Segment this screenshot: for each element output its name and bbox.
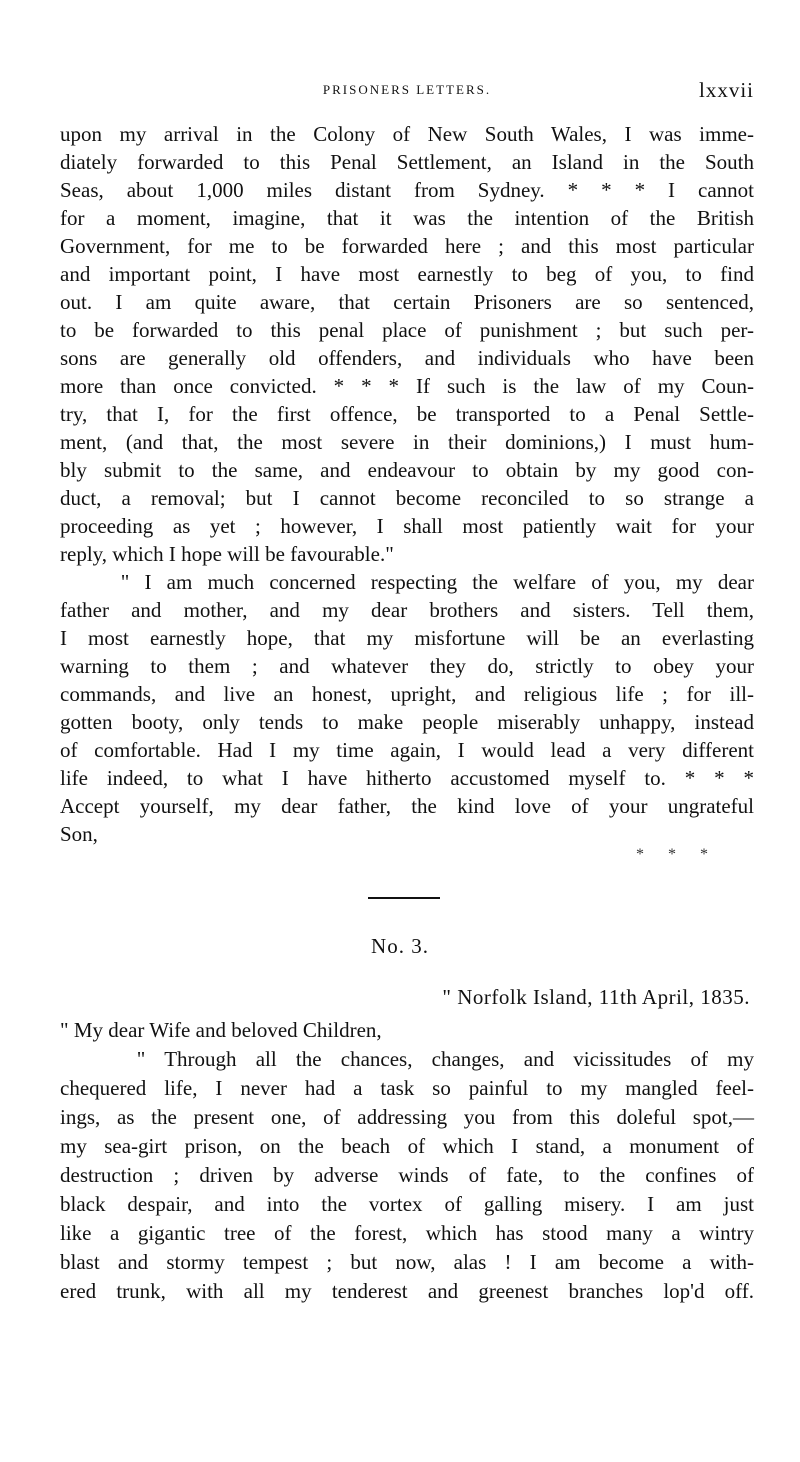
text-line: ings, as the present one, of addressing you from this doleful spot,— xyxy=(60,1105,754,1129)
letter-continuation xyxy=(60,120,754,848)
text-line: I most earnestly hope, that my misfortune will be an everlasting xyxy=(60,626,754,650)
text-line: blast and stormy tempest ; but now, alas ! I am become a with- xyxy=(60,1250,754,1274)
text-line: black despair, and into the vortex of galling misery. I am just xyxy=(60,1192,754,1216)
text-line: to be forwarded to this penal place of punishment ; but such per- xyxy=(60,318,754,342)
text-line: Accept yourself, my dear father, the kind love of your ungrateful xyxy=(60,794,754,818)
closing-asterisks: * * * xyxy=(636,846,718,863)
text-line: " Through all the chances, changes, and vicissitudes of my xyxy=(60,1047,754,1071)
letter-dateline: " Norfolk Island, 11th April, 1835. xyxy=(442,985,750,1009)
text-line: for a moment, imagine, that it was the intention of the British xyxy=(60,206,754,230)
running-head xyxy=(60,78,754,104)
text-line: father and mother, and my dear brothers and sisters. Tell them, xyxy=(60,598,754,622)
section-divider xyxy=(368,897,440,899)
text-line: sons are generally old offenders, and individuals who have been xyxy=(60,346,754,370)
running-title: PRISONERS LETTERS. xyxy=(322,82,492,97)
text-line: reply, which I hope will be favourable." xyxy=(60,542,394,566)
text-line: bly submit to the same, and endeavour to obtain by my good con- xyxy=(60,458,754,482)
text-line: Government, for me to be forwarded here ; and this most particular xyxy=(60,234,754,258)
text-line: proceeding as yet ; however, I shall most patiently wait for your xyxy=(60,514,754,538)
text-line: ered trunk, with all my tenderest and greenest branches lop'd off. xyxy=(60,1279,754,1303)
text-line: diately forwarded to this Penal Settlement, an Island in the South xyxy=(60,150,754,174)
text-line: gotten booty, only tends to make people miserably unhappy, instead xyxy=(60,710,754,734)
letter-number-heading: No. 3. xyxy=(371,934,429,958)
text-line: of comfortable. Had I my time again, I would lead a very different xyxy=(60,738,754,762)
text-line: chequered life, I never had a task so painful to my mangled feel- xyxy=(60,1076,754,1100)
salutation: " My dear Wife and beloved Children, xyxy=(60,1018,382,1042)
text-line: and important point, I have most earnestly to beg of you, to find xyxy=(60,262,754,286)
text-line: duct, a removal; but I cannot become reconciled to so strange a xyxy=(60,486,754,510)
text-line: more than once convicted. * * * If such is the law of my Coun- xyxy=(60,374,754,398)
letter-body xyxy=(60,1016,754,1306)
text-line: life indeed, to what I have hitherto accustomed myself to. * * * xyxy=(60,766,754,790)
text-line: ment, (and that, the most severe in their dominions,) I must hum- xyxy=(60,430,754,454)
text-line: upon my arrival in the Colony of New South Wales, I was imme- xyxy=(60,122,754,146)
text-line: destruction ; driven by adverse winds of fate, to the confines of xyxy=(60,1163,754,1187)
text-line: out. I am quite aware, that certain Prisoners are so sentenced, xyxy=(60,290,754,314)
text-line: warning to them ; and whatever they do, strictly to obey your xyxy=(60,654,754,678)
page-number: lxxvii xyxy=(698,78,754,102)
text-line: Seas, about 1,000 miles distant from Sydney. * * * I cannot xyxy=(60,178,754,202)
text-line: try, that I, for the first offence, be transported to a Penal Settle- xyxy=(60,402,754,426)
text-line: my sea-girt prison, on the beach of which I stand, a monument of xyxy=(60,1134,754,1158)
text-line: commands, and live an honest, upright, and religious life ; for ill- xyxy=(60,682,754,706)
text-line: Son, xyxy=(60,822,98,846)
text-line: " I am much concerned respecting the welfare of you, my dear xyxy=(60,570,754,594)
text-line: like a gigantic tree of the forest, which has stood many a wintry xyxy=(60,1221,754,1245)
